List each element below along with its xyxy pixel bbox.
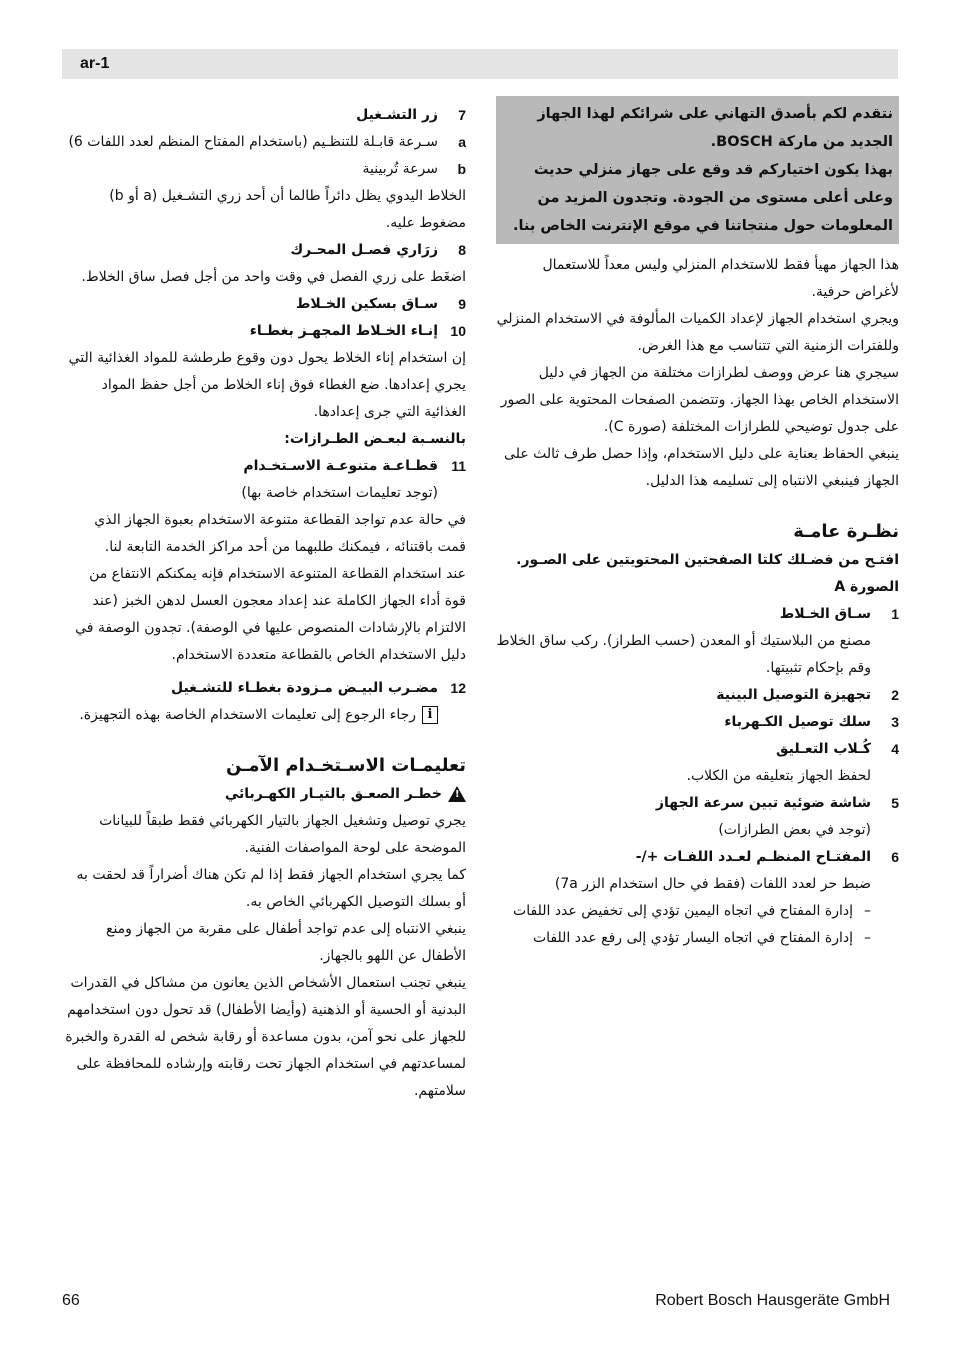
list-item xyxy=(496,682,899,709)
models-note: بالنسـبة لبعـض الطـرازات: xyxy=(284,431,466,447)
left-column xyxy=(64,102,466,1105)
list-item xyxy=(496,790,899,844)
item-text: سـرعة قابـلة للتنظـيم (باستخدام المفتاح المنظم لعدد اللفات 6) xyxy=(68,134,438,150)
item-number: 3 xyxy=(891,714,899,730)
item-number: 1 xyxy=(891,606,899,622)
figure-label: الصورة A xyxy=(834,579,899,595)
item-text: (توجد في بعض الطرازات) xyxy=(718,822,871,838)
item-number: 4 xyxy=(891,741,899,757)
item-text: ضبط حر لعدد اللفات (فقط في حال استخدام الزر 7a) xyxy=(554,876,871,892)
list-item xyxy=(496,601,899,682)
dash-text: إدارة المفتاح في اتجاه اليسار تؤدي إلى رفع عدد اللفات xyxy=(532,930,853,946)
intro-line: نتقدم لكم بأصدق التهاني على شرائكم لهذا الجهاز الجديد من ماركة BOSCH. xyxy=(537,106,893,150)
item-text: سرعة تُربينية xyxy=(362,161,438,177)
item-title: المفتـاح المنظـم لعـدد اللفـات +/- xyxy=(635,849,871,865)
item-title: مضـرب البيـض مـزودة بغطـاء للتشـغيل xyxy=(170,680,438,696)
list-item xyxy=(64,156,466,183)
paragraph: هذا الجهاز مهيأ فقط للاستخدام المنزلي وليس معداً للاستعمال لأغراض حرفية. xyxy=(542,257,899,300)
dash-marker: – xyxy=(864,903,871,919)
item-number: 6 xyxy=(891,849,899,865)
item-number: 8 xyxy=(458,242,466,258)
item-title: تجهيزة التوصيل البينية xyxy=(716,687,871,703)
item-letter: a xyxy=(458,134,466,150)
paragraph: الخلاط اليدوي يظل دائراً طالما أن أحد زري التشـغيل (a أو b) مضغوط عليه. xyxy=(109,188,466,231)
paragraph: عند استخدام القطاعة المتنوعة الاستخدام فإنه يمكنكم الانتفاع من قوة أداء الجهاز الكاملة عند إعداد معجون العسل لدهن الخبز (عند الالتزام بالإرشادات المنصوص عليها في الوصفة). تجدون الوصفة في دليل الاستخدام الخاص بالقطاعة متعددة الاستخدام. xyxy=(75,566,466,663)
list-item xyxy=(64,453,466,507)
dash-marker: – xyxy=(864,930,871,946)
paragraph: يجري توصيل وتشغيل الجهاز بالتيار الكهربائي فقط طبقاً للبيانات الموضحة على لوحة المواصفات الفنية. xyxy=(99,813,466,856)
shock-warning-title xyxy=(64,781,466,808)
list-item xyxy=(496,736,899,790)
item-number: 2 xyxy=(891,687,899,703)
item-number: 10 xyxy=(450,323,466,339)
item-number: 9 xyxy=(458,296,466,312)
paragraph: في حالة عدم تواجد القطاعة متنوعة الاستخدام بعبوة الجهاز الذي قمت باقتنائه ، فيمكنك طلبهما من أحد مراكز الخدمة التابعة لنا. xyxy=(94,512,466,555)
list-item xyxy=(64,129,466,156)
item-title: إنـاء الخـلاط المجهـز بغطـاء xyxy=(249,323,438,339)
item-title: زرَاري فصـل المحـرك xyxy=(290,242,438,258)
item-letter: b xyxy=(457,161,466,177)
item-number: 5 xyxy=(891,795,899,811)
intro-box xyxy=(496,96,899,244)
list-item xyxy=(64,237,466,264)
paragraph: ينبغي الانتباه إلى عدم تواجد أطفال على مقربة من الجهاز ومنع الأطفال عن اللهو بالجهاز. xyxy=(106,921,466,964)
right-column xyxy=(496,96,899,952)
page-number: 66 xyxy=(62,1292,80,1309)
item-title: قطـاعـة متنوعـة الاسـتخـدام xyxy=(243,458,438,474)
dash-text: إدارة المفتاح في اتجاه اليمين تؤدي إلى تخفيض عدد اللفات xyxy=(513,903,853,919)
item-text xyxy=(64,702,438,729)
intro-line: بهذا يكون اختياركم قد وقع على جهاز منزلي حديث وعلى أعلى مستوى من الجودة. وتجدون المزيد من المعلومات حول منتجاتنا في موقع الإنترنت الخاص بنا. xyxy=(512,162,893,234)
paragraph: كما يجري استخدام الجهاز فقط إذا لم تكن هناك أضراراً قد لحقت به أو بسلك التوصيل الكهربائي الخاص به. xyxy=(76,867,466,910)
item-text-body: رجاء الرجوع إلى تعليمات الاستخدام الخاصة بهذه التجهيزة. xyxy=(79,707,416,723)
item-number: 7 xyxy=(458,107,466,123)
warning-icon xyxy=(448,786,466,802)
overview-heading: نظـرة عامـة xyxy=(793,521,899,542)
item-title: شاشة ضوئية تبين سرعة الجهاز xyxy=(655,795,871,811)
list-item xyxy=(64,102,466,129)
item-title: زر التشـغيل xyxy=(356,107,438,123)
item-title: كُـلاب التعـليق xyxy=(775,741,871,757)
item-title: سلك توصيل الكـهرباء xyxy=(724,714,871,730)
list-item xyxy=(64,318,466,345)
shock-warning-text: خطـر الصعـق بالتيـار الكهـربائي xyxy=(224,786,442,802)
overview-instruction: افتـح من فضـلك كلتا الصفحتين المحتويتين على الصـور. xyxy=(516,552,899,568)
page-code: ar-1 xyxy=(80,55,110,72)
item-text: لحفظ الجهاز بتعليقه من الكلاب. xyxy=(686,768,871,784)
info-icon: i xyxy=(422,706,438,724)
safety-heading: تعليمـات الاسـتخـدام الآمـن xyxy=(226,755,466,776)
paragraph: اضغَط على زري الفصل في وقت واحد من أجل فصل ساق الخلاط. xyxy=(81,269,466,285)
list-item xyxy=(64,675,466,729)
footer-company: Robert Bosch Hausgeräte GmbH xyxy=(655,1292,890,1309)
item-number: 12 xyxy=(450,680,466,696)
item-title: سـاق الخـلاط xyxy=(779,606,871,622)
paragraph: سيجري هنا عرض ووصف لطرازات مختلفة من الجهاز في دليل الاستخدام الخاص بهذا الجهاز. وتتضمن الصفحات المحتوية على الصور على جدول توضيحي للطرازات المختلفة (صورة C). xyxy=(500,365,899,435)
item-number: 11 xyxy=(451,458,466,474)
paragraph: ينبغي تجنب استعمال الأشخاص الذين يعانون من مشاكل في القدرات البدنية أو الحسية أو الذهنية (وأيضا الأطفال) قد تحول دون استخدامهم للجهاز على نحو آمن، بدون مساعدة أو رقابة شخص له القدرة والخبرة لمساعدتهم في استخدام الجهاز تحت رقابته وإرشاده للمحافظة على سلامتهم. xyxy=(65,975,466,1099)
list-item xyxy=(496,844,899,952)
item-title: سـاق بسكين الخـلاط xyxy=(295,296,438,312)
paragraph: إن استخدام إناء الخلاط يحول دون وقوع طرطشة للمواد الغذائية التي يجري إعدادها. ضع الغطاء فوق إناء الخلاط من أجل حفظ المواد الغذائية التي جرى إعدادها. xyxy=(68,350,466,420)
list-item xyxy=(496,709,899,736)
paragraph: ويجري استخدام الجهاز لإعداد الكميات المألوفة في الاستخدام المنزلي وللفترات الزمنية التي تتناسب مع هذا الغرض. xyxy=(496,311,899,354)
item-text: (توجد تعليمات استخدام خاصة بها) xyxy=(241,485,438,501)
dash-item xyxy=(496,925,871,952)
dash-item xyxy=(496,898,871,925)
item-text: مصنع من البلاستيك أو المعدن (حسب الطراز). ركب ساق الخلاط وقم بإحكام تثبيتها. xyxy=(496,633,871,676)
page-header-bar xyxy=(62,49,898,79)
paragraph: ينبغي الحفاظ بعناية على دليل الاستخدام، وإذا حصل طرف ثالث على الجهاز فينبغي الانتباه إلى تسليمه هذا الدليل. xyxy=(504,446,899,489)
list-item xyxy=(64,291,466,318)
